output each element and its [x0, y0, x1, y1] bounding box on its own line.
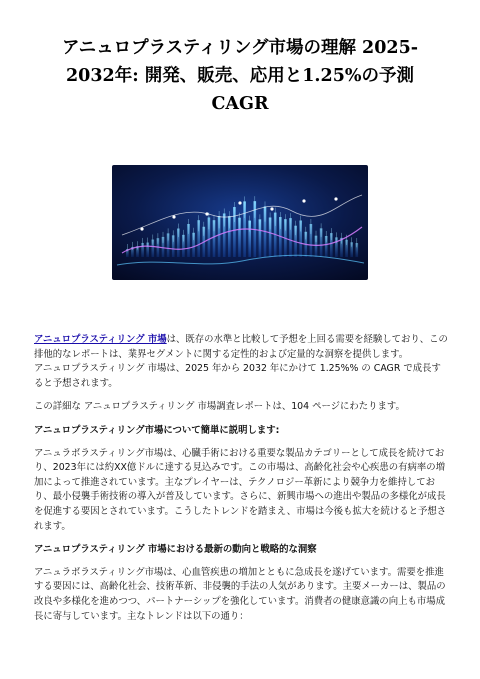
hero-chart-image: [112, 165, 368, 280]
decorative-dot: [334, 197, 337, 200]
overview-paragraph: アニュラボラスティリング市場は、心臓手術における重要な製品カテゴリーとして成長を続けており、2023年には約XX億ドルに達する見込みです。この市場は、高齢化社会や心疾患の有病率の増加によって推進されています。主なプレイヤーは、テクノロジー革新により競争力を維持しており、最小侵襲手術技術の導入が普及しています。さらに、新興市場への進出や製品の多様化が成長を促進する要因とされています。こうしたトレンドを踏まえ、市場は今後も拡大を続けると予想されます。: [34, 447, 447, 532]
market-link[interactable]: アニュロプラスティリング 市場: [34, 334, 167, 345]
decorative-dot: [172, 215, 175, 218]
financial-chart-image-icon: [112, 165, 368, 280]
section-heading-trends: アニュロプラスティリング 市場における最新の動向と戦略的な洞察: [34, 544, 317, 556]
decorative-dot: [140, 227, 143, 230]
trends-paragraph: アニュラボラスティリング市場は、心血管疾患の増加とともに急成長を遂げています。需要を推進する要因には、高齢化社会、技術革新、非侵襲的手法の人気があります。主要メーカーは、製品の改良や多様化を進めつつ、パートナーシップを強化しています。消費者の健康意識の向上も市場成長に寄与しています。主なトレンドは以下の通り：: [34, 566, 446, 622]
decorative-dot: [238, 201, 241, 204]
decorative-dot: [270, 207, 273, 210]
section-heading-overview: アニュロプラスティリング市場について簡単に説明します:: [34, 424, 280, 436]
intro-paragraph: アニュロプラスティリング 市場は、既存の水準と比較して予想を上回る需要を経験しており、この排他的なレポートは、業界セグメントに関する定性的および定量的な洞察を提供します。 アニュロプラスティリング 市場は、2025 年から 2032 年にかけて 1.25%% の CAGR で成長すると予想されます。: [34, 334, 448, 389]
decorative-dot: [205, 212, 208, 215]
article-body: [34, 333, 449, 633]
report-pages-text: この詳細な アニュロプラスティリング 市場調査レポートは、104 ページにわたります。: [34, 401, 405, 413]
decorative-dot: [302, 199, 305, 202]
page-title: アニュロプラスティリング市場の理解 2025-2032年: 開発、販売、応用と1.25%の予測 CAGR: [61, 38, 419, 114]
